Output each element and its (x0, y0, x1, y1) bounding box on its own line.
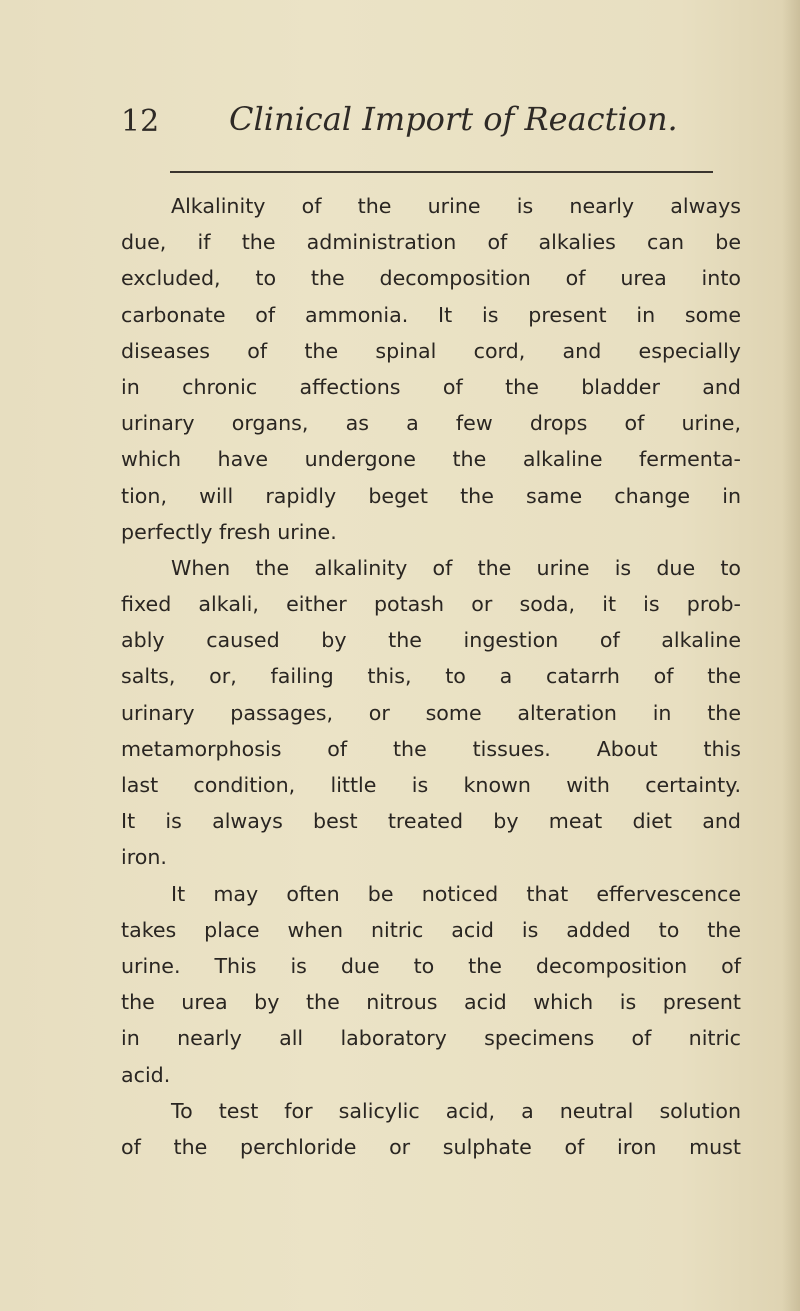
text-line: It may often be noticed that effervescence (171, 881, 741, 906)
text-line: urinary organs, as a few drops of urine, (121, 411, 741, 436)
text-line: excluded, to the decomposition of urea into (121, 266, 741, 291)
text-line: perfectly fresh urine. (121, 519, 337, 544)
text-line: diseases of the spinal cord, and especially (121, 338, 741, 363)
text-line: To test for salicylic acid, a neutral solution (171, 1098, 741, 1123)
header-rule (170, 171, 713, 173)
text-line: carbonate of ammonia. It is present in some (121, 302, 741, 327)
text-line: urine. This is due to the decomposition of (121, 953, 741, 978)
text-line: of the perchloride or sulphate of iron must (121, 1134, 741, 1159)
text-line: which have undergone the alkaline fermenta- (121, 447, 741, 472)
text-line: the urea by the nitrous acid which is present (121, 990, 741, 1015)
text-line: in nearly all laboratory specimens of nitric (121, 1026, 741, 1051)
text-line: It is always best treated by meat diet and (121, 809, 741, 834)
text-line: last condition, little is known with certainty. (121, 773, 741, 797)
text-line: iron. (121, 845, 167, 870)
page-header (121, 100, 741, 160)
text-line: When the alkalinity of the urine is due to (171, 555, 741, 580)
text-line: fixed alkali, either potash or soda, it is prob- (121, 592, 741, 617)
text-line: ably caused by the ingestion of alkaline (121, 628, 741, 653)
text-line: tion, will rapidly beget the same change in (121, 483, 741, 508)
text-line: Alkalinity of the urine is nearly always (171, 194, 741, 218)
page-number: 12 (121, 104, 160, 139)
text-line: salts, or, failing this, to a catarrh of the (121, 664, 741, 689)
text-line: metamorphosis of the tissues. About this (121, 736, 741, 761)
body-text (121, 188, 741, 1165)
text-line: acid. (121, 1062, 171, 1087)
text-line: takes place when nitric acid is added to the (121, 917, 741, 942)
page-edge-shadow (782, 0, 800, 1311)
running-title: Clinical Import of Reaction. (229, 100, 678, 138)
text-line: urinary passages, or some alteration in the (121, 700, 741, 725)
text-line: due, if the administration of alkalies can be (121, 230, 741, 255)
text-line: in chronic affections of the bladder and (121, 374, 741, 399)
